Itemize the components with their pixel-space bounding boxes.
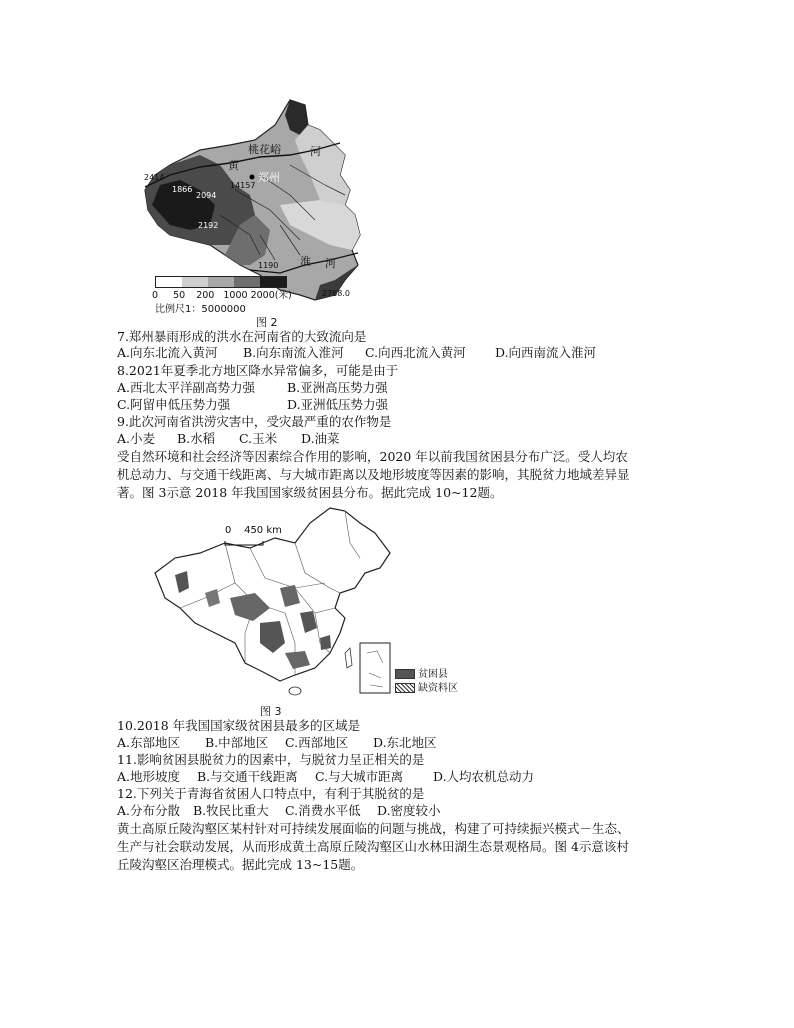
q7-option-c: C.向西北流入黄河 [365,345,466,360]
fig3-legend [395,668,458,696]
q8-option-c: C.阿留申低压势力强 [117,397,231,412]
q9-options [117,431,340,447]
label-e1866: 1866 [172,185,193,194]
q11-option-a: A.地形坡度 [117,769,181,784]
legend-label-nodata: 缺资料区 [418,683,458,694]
label-e1190: 1190 [258,261,279,270]
q12-option-a: A.分布分散 [117,803,181,818]
passage3-line1: 黄土高原丘陵沟壑区某村针对可持续发展面临的问题与挑战，构建了可持续振兴模式－生态、 [117,821,630,836]
tick: 2000(米) [250,290,292,301]
label-huai: 淮 [300,255,311,268]
legend-item-nodata [395,682,458,696]
q11-option-d: D.人均农机总动力 [433,769,535,784]
tick: 0 [152,290,159,301]
q10-options [117,735,437,751]
label-e14157: 14157 [230,181,256,190]
fig2-scale: 比例尺1：5000000 [155,304,246,315]
q9-option-d: D.油菜 [301,431,340,446]
label-e2768: 2768.0 [322,289,350,298]
tick: 1000 [223,290,248,301]
q9-option-c: C.玉米 [239,431,278,446]
q7-option-b: B.向东南流入淮河 [243,345,344,360]
label-huang: 黄 [228,159,239,172]
q11-option-c: C.与大城市距离 [315,769,404,784]
label-e2094: 2094 [196,191,217,200]
legend-item-poverty [395,668,458,682]
passage3-line2: 生产与社会联动发展，从而形成黄土高原丘陵沟壑区山水林田湖生态景观格局。图 4示意该村 [117,839,629,854]
q9-option-b: B.水稻 [177,431,216,446]
q12-option-d: D.密度较小 [377,803,441,818]
q7-stem: 7.郑州暴雨形成的洪水在河南省的大致流向是 [117,329,367,344]
q7-options [117,345,596,361]
q10-option-d: D.东北地区 [373,735,437,750]
q11-option-b: B.与交通干线距离 [197,769,298,784]
q11-options [117,769,534,785]
fig2-caption: 图 2 [256,316,278,329]
legend-swatch-0 [156,277,182,287]
label-he: 河 [310,145,321,158]
passage3-line3: 丘陵沟壑区治理模式。据此完成 13~15题。 [117,857,364,872]
q9-stem: 9.此次河南省洪涝灾害中，受灾最严重的农作物是 [117,414,392,429]
q10-stem: 10.2018 年我国国家级贫困县最多的区域是 [117,718,361,733]
q10-option-b: B.中部地区 [205,735,269,750]
label-taohuayu: 桃花峪 [248,143,281,156]
q8-option-b: B.亚洲高压势力强 [287,380,388,395]
legend-swatch-nodata [395,683,415,693]
q7-option-a: A.向东北流入黄河 [117,345,218,360]
q8-option-d: D.亚洲低压势力强 [287,397,389,412]
legend-swatch-4 [260,277,286,287]
no-data-area [345,648,352,668]
q11-stem: 11.影响贫困县脱贫力的因素中，与脱贫力呈正相关的是 [117,752,425,767]
fig3-scale-label: 0 450 km [225,525,282,536]
q12-option-b: B.牧民比重大 [193,803,269,818]
legend-swatch-2 [208,277,234,287]
q12-option-c: C.消费水平低 [285,803,361,818]
hainan-island [289,687,301,695]
q10-option-c: C.西部地区 [285,735,349,750]
label-he2: 河 [325,257,336,270]
zhengzhou-marker [250,175,255,180]
label-zhengzhou: 郑州 [258,171,280,184]
elevation-ticks [152,287,292,301]
q10-option-a: A.东部地区 [117,735,181,750]
passage2-line1: 受自然环境和社会经济等因素综合作用的影响，2020 年以前我国贫困县分布广泛。受人均农 [117,449,628,464]
q12-stem: 12.下列关于青海省贫困人口特点中，有利于其脱贫的是 [117,786,425,801]
label-e2414: 2414 [144,173,165,182]
fig3-caption: 图 3 [260,705,282,718]
tick: 200 [196,290,215,301]
legend-swatch-1 [182,277,208,287]
q7-option-d: D.向西南流入淮河 [495,345,597,360]
q8-stem: 8.2021年夏季北方地区降水异常偏多，可能是由于 [117,363,399,378]
q9-option-a: A.小麦 [117,431,156,446]
legend-swatch-poverty [395,669,415,679]
passage2-line3: 著。图 3示意 2018 年我国国家级贫困县分布。据此完成 10~12题。 [117,485,503,500]
label-e2192: 2192 [198,221,219,230]
q12-options [117,803,441,819]
passage2-line2: 机总动力、与交通干线距离、与大城市距离以及地形坡度等因素的影响，其脱贫力地域差异显 [117,467,630,482]
q8-options-row1 [117,380,388,396]
legend-swatch-3 [234,277,260,287]
q8-option-a: A.西北太平洋副高势力强 [117,380,256,395]
legend-label-poverty: 贫困县 [418,669,448,680]
tick: 50 [173,290,186,301]
q8-options-row2 [117,397,388,413]
